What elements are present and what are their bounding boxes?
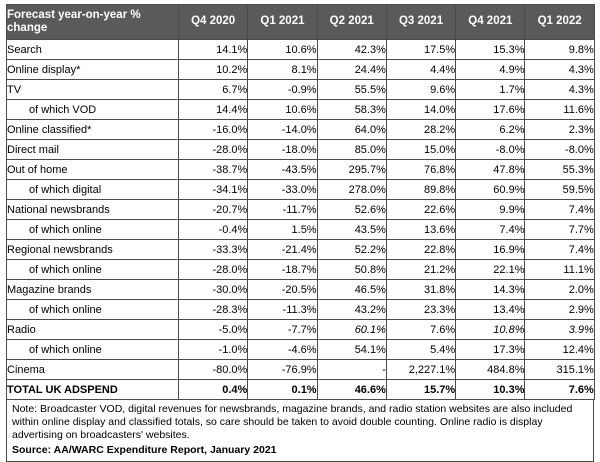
cell-magazine-brands-q1-2022: 2.0% bbox=[525, 280, 594, 300]
cell-search-q3-2021: 17.5% bbox=[386, 40, 455, 60]
column-header-q2-2021: Q2 2021 bbox=[317, 5, 386, 40]
cell-online-display-q4-2021: 4.9% bbox=[456, 60, 525, 80]
cell-of-which-online-q1-2022: 12.4% bbox=[525, 340, 594, 360]
cell-total-uk-adspend-q4-2021: 10.3% bbox=[456, 380, 525, 400]
cell-of-which-online-q1-2022: 11.1% bbox=[525, 260, 594, 280]
row-label-magazine-brands: Magazine brands bbox=[7, 280, 179, 300]
cell-national-newsbrands-q4-2021: 9.9% bbox=[456, 200, 525, 220]
row-label-of-which-online: of which online bbox=[7, 260, 179, 280]
cell-of-which-online-q4-2021: 17.3% bbox=[456, 340, 525, 360]
row-label-national-newsbrands: National newsbrands bbox=[7, 200, 179, 220]
cell-of-which-digital-q3-2021: 89.8% bbox=[386, 180, 455, 200]
cell-regional-newsbrands-q1-2021: -21.4% bbox=[248, 240, 317, 260]
cell-of-which-online-q3-2021: 5.4% bbox=[386, 340, 455, 360]
cell-online-classified-q4-2021: 6.2% bbox=[456, 120, 525, 140]
row-label-total-uk-adspend: TOTAL UK ADSPEND bbox=[7, 380, 179, 400]
cell-out-of-home-q1-2022: 55.3% bbox=[525, 160, 594, 180]
row-label-cinema: Cinema bbox=[7, 360, 179, 380]
cell-cinema-q1-2022: 315.1% bbox=[525, 360, 594, 380]
cell-national-newsbrands-q2-2021: 52.6% bbox=[317, 200, 386, 220]
table-row bbox=[7, 320, 595, 340]
cell-of-which-digital-q4-2021: 60.9% bbox=[456, 180, 525, 200]
cell-search-q1-2022: 9.8% bbox=[525, 40, 594, 60]
cell-national-newsbrands-q1-2021: -11.7% bbox=[248, 200, 317, 220]
column-header-q1-2022: Q1 2022 bbox=[525, 5, 594, 40]
cell-of-which-online-q3-2021: 13.6% bbox=[386, 220, 455, 240]
cell-radio-q3-2021: 7.6% bbox=[386, 320, 455, 340]
column-header-q4-2021: Q4 2021 bbox=[456, 5, 525, 40]
table-row bbox=[7, 40, 595, 60]
cell-direct-mail-q2-2021: 85.0% bbox=[317, 140, 386, 160]
cell-tv-q1-2022: 4.3% bbox=[525, 80, 594, 100]
row-label-of-which-online: of which online bbox=[7, 300, 179, 320]
cell-search-q4-2020: 14.1% bbox=[179, 40, 248, 60]
cell-search-q4-2021: 15.3% bbox=[456, 40, 525, 60]
cell-tv-q1-2021: -0.9% bbox=[248, 80, 317, 100]
cell-out-of-home-q4-2021: 47.8% bbox=[456, 160, 525, 180]
cell-of-which-digital-q1-2022: 59.5% bbox=[525, 180, 594, 200]
cell-online-display-q4-2020: 10.2% bbox=[179, 60, 248, 80]
cell-search-q1-2021: 10.6% bbox=[248, 40, 317, 60]
cell-of-which-online-q3-2021: 21.2% bbox=[386, 260, 455, 280]
cell-national-newsbrands-q1-2022: 7.4% bbox=[525, 200, 594, 220]
cell-of-which-online-q4-2021: 22.1% bbox=[456, 260, 525, 280]
column-header-q3-2021: Q3 2021 bbox=[386, 5, 455, 40]
row-label-of-which-digital: of which digital bbox=[7, 180, 179, 200]
cell-of-which-vod-q4-2020: 14.4% bbox=[179, 100, 248, 120]
cell-tv-q4-2020: 6.7% bbox=[179, 80, 248, 100]
cell-online-display-q3-2021: 4.4% bbox=[386, 60, 455, 80]
cell-out-of-home-q4-2020: -38.7% bbox=[179, 160, 248, 180]
row-label-online-classified: Online classified* bbox=[7, 120, 179, 140]
cell-magazine-brands-q2-2021: 46.5% bbox=[317, 280, 386, 300]
row-label-of-which-vod: of which VOD bbox=[7, 100, 179, 120]
row-label-online-display: Online display* bbox=[7, 60, 179, 80]
cell-of-which-online-q1-2022: 2.9% bbox=[525, 300, 594, 320]
cell-out-of-home-q2-2021: 295.7% bbox=[317, 160, 386, 180]
cell-of-which-online-q1-2021: -4.6% bbox=[248, 340, 317, 360]
cell-total-uk-adspend-q4-2020: 0.4% bbox=[179, 380, 248, 400]
cell-cinema-q4-2021: 484.8% bbox=[456, 360, 525, 380]
cell-magazine-brands-q4-2021: 14.3% bbox=[456, 280, 525, 300]
row-label-tv: TV bbox=[7, 80, 179, 100]
table-total-row bbox=[7, 380, 595, 400]
cell-tv-q4-2021: 1.7% bbox=[456, 80, 525, 100]
cell-of-which-vod-q3-2021: 14.0% bbox=[386, 100, 455, 120]
cell-of-which-online-q2-2021: 54.1% bbox=[317, 340, 386, 360]
cell-direct-mail-q3-2021: 15.0% bbox=[386, 140, 455, 160]
table-row bbox=[7, 280, 595, 300]
cell-total-uk-adspend-q2-2021: 46.6% bbox=[317, 380, 386, 400]
cell-of-which-online-q4-2020: -28.3% bbox=[179, 300, 248, 320]
cell-cinema-q2-2021: - bbox=[317, 360, 386, 380]
cell-online-display-q1-2021: 8.1% bbox=[248, 60, 317, 80]
table-row bbox=[7, 60, 595, 80]
cell-radio-q4-2021: 10.8% bbox=[456, 320, 525, 340]
cell-of-which-online-q1-2021: -11.3% bbox=[248, 300, 317, 320]
cell-tv-q2-2021: 55.5% bbox=[317, 80, 386, 100]
footnote-source: Source: AA/WARC Expenditure Report, January 2021 bbox=[12, 444, 277, 457]
row-label-radio: Radio bbox=[7, 320, 179, 340]
cell-magazine-brands-q3-2021: 31.8% bbox=[386, 280, 455, 300]
cell-of-which-online-q1-2021: 1.5% bbox=[248, 220, 317, 240]
footnote-text: Note: Broadcaster VOD, digital revenues for newsbrands, magazine brands, and radio station websites are also included within online display and classified totals, so care should be taken to avoid double counting. Online radio is display advertising on broadcasters' websites. bbox=[12, 403, 573, 441]
cell-total-uk-adspend-q1-2022: 7.6% bbox=[525, 380, 594, 400]
cell-of-which-online-q4-2020: -1.0% bbox=[179, 340, 248, 360]
table-row bbox=[7, 260, 595, 280]
cell-of-which-digital-q2-2021: 278.0% bbox=[317, 180, 386, 200]
cell-of-which-online-q1-2022: 7.7% bbox=[525, 220, 594, 240]
table-row bbox=[7, 80, 595, 100]
cell-total-uk-adspend-q1-2021: 0.1% bbox=[248, 380, 317, 400]
table-row bbox=[7, 180, 595, 200]
cell-of-which-digital-q4-2020: -34.1% bbox=[179, 180, 248, 200]
cell-online-classified-q1-2022: 2.3% bbox=[525, 120, 594, 140]
cell-of-which-digital-q1-2021: -33.0% bbox=[248, 180, 317, 200]
row-label-of-which-online: of which online bbox=[7, 220, 179, 240]
cell-of-which-online-q4-2020: -28.0% bbox=[179, 260, 248, 280]
row-label-direct-mail: Direct mail bbox=[7, 140, 179, 160]
cell-tv-q3-2021: 9.6% bbox=[386, 80, 455, 100]
table-body bbox=[7, 40, 595, 400]
cell-radio-q1-2021: -7.7% bbox=[248, 320, 317, 340]
table-row bbox=[7, 220, 595, 240]
cell-direct-mail-q4-2021: -8.0% bbox=[456, 140, 525, 160]
cell-direct-mail-q4-2020: -28.0% bbox=[179, 140, 248, 160]
table-row bbox=[7, 120, 595, 140]
table-row bbox=[7, 200, 595, 220]
table-header-row bbox=[7, 5, 595, 40]
cell-of-which-vod-q4-2021: 17.6% bbox=[456, 100, 525, 120]
cell-of-which-online-q4-2021: 13.4% bbox=[456, 300, 525, 320]
cell-cinema-q4-2020: -80.0% bbox=[179, 360, 248, 380]
table-footnote bbox=[6, 400, 594, 462]
cell-of-which-online-q3-2021: 23.3% bbox=[386, 300, 455, 320]
row-label-regional-newsbrands: Regional newsbrands bbox=[7, 240, 179, 260]
cell-of-which-online-q4-2021: 7.4% bbox=[456, 220, 525, 240]
cell-national-newsbrands-q3-2021: 22.6% bbox=[386, 200, 455, 220]
cell-direct-mail-q1-2022: -8.0% bbox=[525, 140, 594, 160]
cell-magazine-brands-q1-2021: -20.5% bbox=[248, 280, 317, 300]
cell-online-classified-q4-2020: -16.0% bbox=[179, 120, 248, 140]
cell-of-which-online-q2-2021: 50.8% bbox=[317, 260, 386, 280]
cell-online-display-q1-2022: 4.3% bbox=[525, 60, 594, 80]
cell-of-which-vod-q2-2021: 58.3% bbox=[317, 100, 386, 120]
cell-of-which-vod-q1-2021: 10.6% bbox=[248, 100, 317, 120]
cell-of-which-online-q2-2021: 43.2% bbox=[317, 300, 386, 320]
cell-of-which-vod-q1-2022: 11.6% bbox=[525, 100, 594, 120]
table-row bbox=[7, 160, 595, 180]
cell-total-uk-adspend-q3-2021: 15.7% bbox=[386, 380, 455, 400]
row-label-search: Search bbox=[7, 40, 179, 60]
row-label-out-of-home: Out of home bbox=[7, 160, 179, 180]
table-row bbox=[7, 100, 595, 120]
cell-cinema-q1-2021: -76.9% bbox=[248, 360, 317, 380]
forecast-table bbox=[6, 4, 595, 400]
cell-radio-q1-2022: 3.9% bbox=[525, 320, 594, 340]
cell-direct-mail-q1-2021: -18.0% bbox=[248, 140, 317, 160]
cell-online-classified-q3-2021: 28.2% bbox=[386, 120, 455, 140]
table-corner-label: Forecast year-on-year % change bbox=[7, 5, 179, 40]
cell-cinema-q3-2021: 2,227.1% bbox=[386, 360, 455, 380]
cell-out-of-home-q1-2021: -43.5% bbox=[248, 160, 317, 180]
table-row bbox=[7, 300, 595, 320]
table-row bbox=[7, 340, 595, 360]
column-header-q1-2021: Q1 2021 bbox=[248, 5, 317, 40]
cell-radio-q4-2020: -5.0% bbox=[179, 320, 248, 340]
cell-regional-newsbrands-q4-2021: 16.9% bbox=[456, 240, 525, 260]
table-row bbox=[7, 360, 595, 380]
cell-of-which-online-q4-2020: -0.4% bbox=[179, 220, 248, 240]
cell-regional-newsbrands-q3-2021: 22.8% bbox=[386, 240, 455, 260]
cell-radio-q2-2021: 60.1% bbox=[317, 320, 386, 340]
cell-online-classified-q1-2021: -14.0% bbox=[248, 120, 317, 140]
cell-out-of-home-q3-2021: 76.8% bbox=[386, 160, 455, 180]
cell-online-classified-q2-2021: 64.0% bbox=[317, 120, 386, 140]
table-row bbox=[7, 240, 595, 260]
cell-national-newsbrands-q4-2020: -20.7% bbox=[179, 200, 248, 220]
cell-search-q2-2021: 42.3% bbox=[317, 40, 386, 60]
cell-regional-newsbrands-q2-2021: 52.2% bbox=[317, 240, 386, 260]
table-row bbox=[7, 140, 595, 160]
row-label-of-which-online: of which online bbox=[7, 340, 179, 360]
cell-magazine-brands-q4-2020: -30.0% bbox=[179, 280, 248, 300]
cell-online-display-q2-2021: 24.4% bbox=[317, 60, 386, 80]
cell-regional-newsbrands-q4-2020: -33.3% bbox=[179, 240, 248, 260]
cell-of-which-online-q1-2021: -18.7% bbox=[248, 260, 317, 280]
column-header-q4-2020: Q4 2020 bbox=[179, 5, 248, 40]
cell-of-which-online-q2-2021: 43.5% bbox=[317, 220, 386, 240]
cell-regional-newsbrands-q1-2022: 7.4% bbox=[525, 240, 594, 260]
table-header bbox=[7, 5, 595, 40]
